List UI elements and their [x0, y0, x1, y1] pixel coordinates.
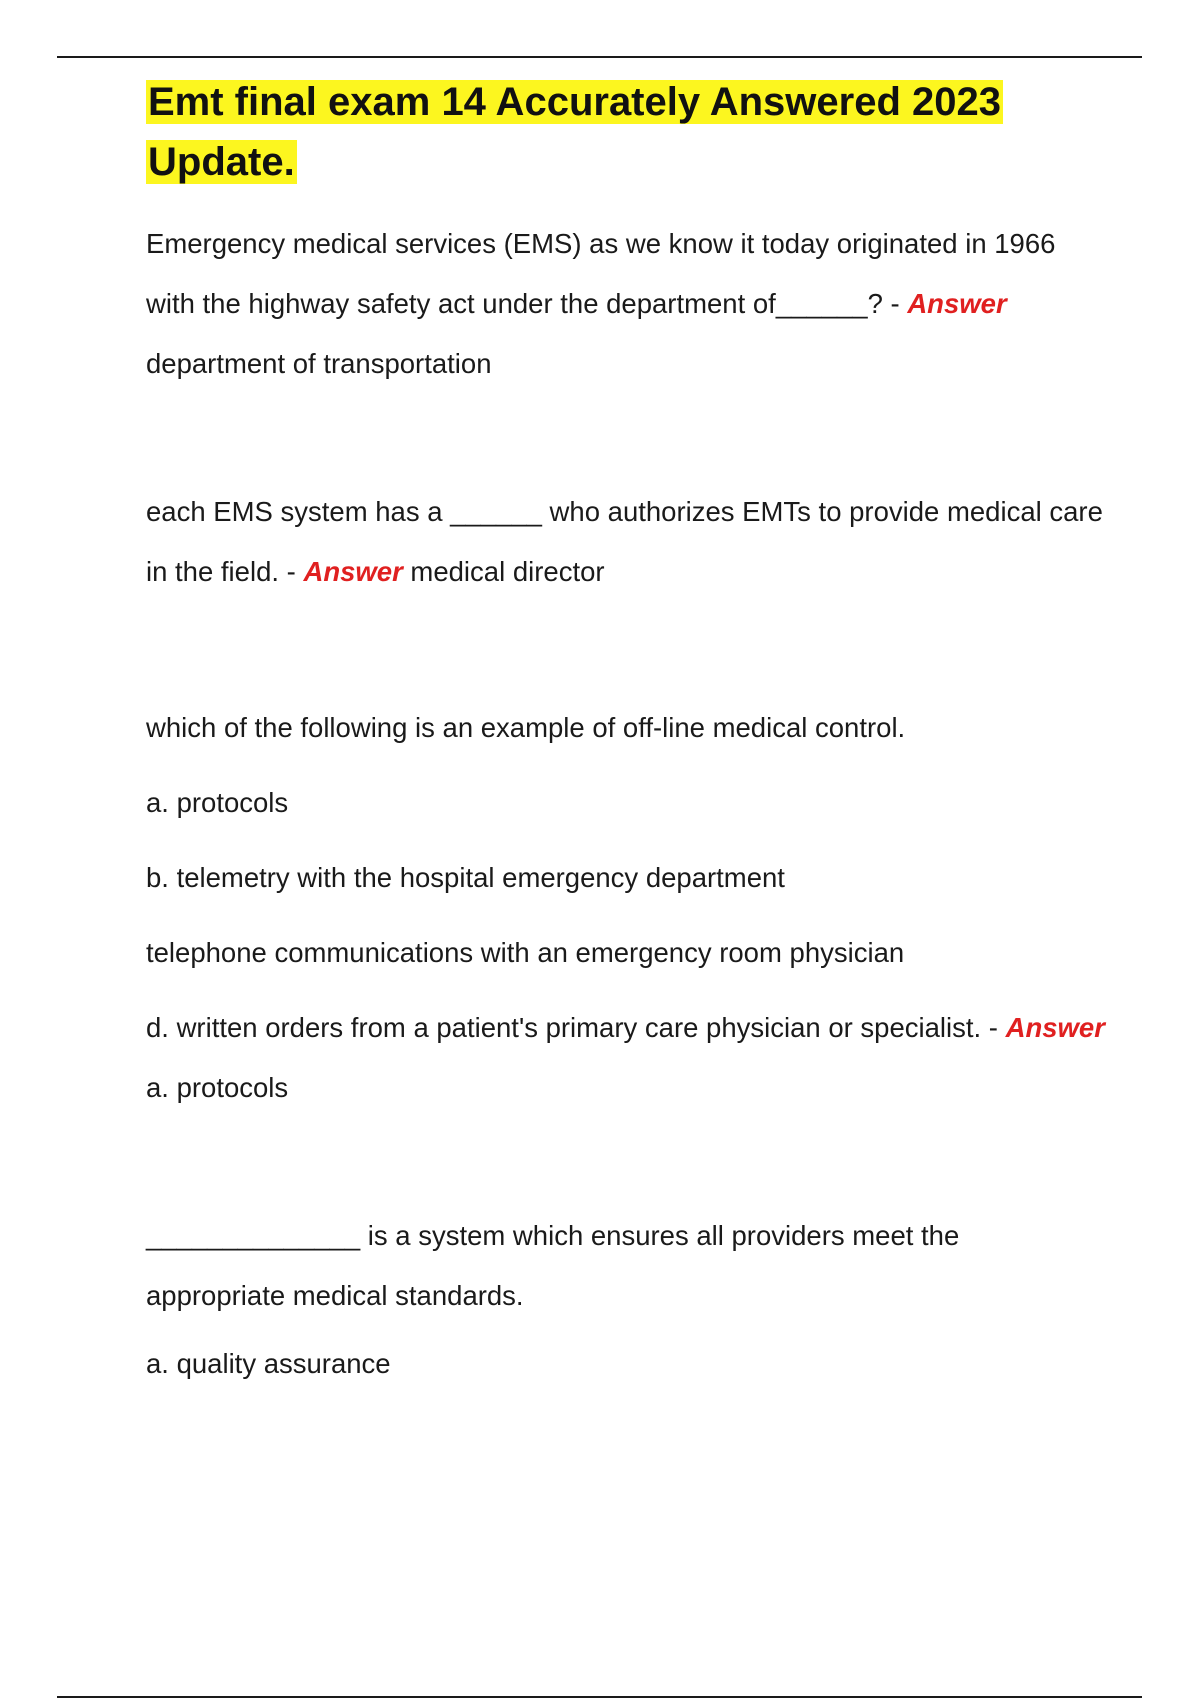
spacer [146, 602, 1106, 690]
spacer [146, 394, 1106, 482]
answer-label: Answer [907, 288, 1007, 319]
top-rule [57, 56, 1142, 58]
question-3-option-d [146, 998, 1106, 1118]
document-body [146, 72, 1106, 1401]
document-title [146, 72, 1106, 192]
question-3-option-a: a. protocols [146, 787, 289, 818]
question-3: which of the following is an example of off-line medical control. [146, 712, 906, 743]
question-2-text: each EMS system has a ______ who authorizes EMTs to provide medical care in the field. - [146, 496, 1103, 587]
question-4: ______________ is a system which ensures all providers meet the appropriate medical standards. [146, 1220, 960, 1311]
question-1-text: Emergency medical services (EMS) as we know it today originated in 1966 with the highway safety act under the department of______? - [146, 228, 1056, 319]
question-2 [146, 482, 1106, 602]
answer-label: Answer [303, 556, 403, 587]
spacer [146, 1118, 1106, 1206]
question-4-option-a: a. quality assurance [146, 1348, 391, 1379]
question-3-option-d-text: d. written orders from a patient's primary care physician or specialist. - [146, 1012, 1006, 1043]
bottom-rule [57, 1696, 1142, 1698]
question-3-option-b: b. telemetry with the hospital emergency department [146, 862, 785, 893]
title-highlight: Emt final exam 14 Accurately Answered 2023 Update. [148, 80, 1002, 184]
question-1-answer: department of transportation [146, 348, 492, 379]
question-1 [146, 214, 1106, 394]
question-2-answer: medical director [402, 556, 605, 587]
answer-label: Answer [1005, 1012, 1105, 1043]
question-3-answer: a. protocols [146, 1072, 289, 1103]
question-3-option-c: telephone communications with an emergency room physician [146, 937, 905, 968]
